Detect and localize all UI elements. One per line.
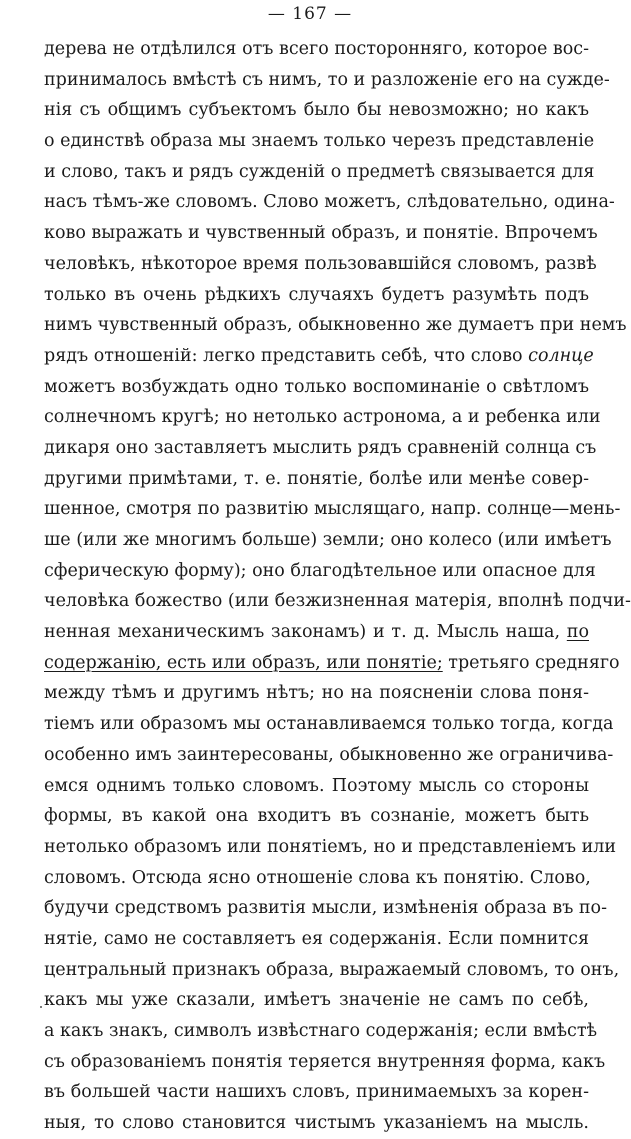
text-line: емся однимъ только словомъ. Поэтому мысль со стороны (44, 775, 589, 796)
underlined-text: содержанію, есть или образъ, или понятіе; (44, 652, 443, 673)
text-segment: третьяго средняго (442, 652, 620, 673)
text-line: нетолько образомъ или понятіемъ, но и представленіемъ или (44, 836, 617, 857)
text-line: шенное, смотря по развитію мыслящаго, напр. солнце—мень- (44, 499, 621, 520)
text-line-with-italic (44, 341, 594, 372)
text-line: центральный признакъ образа, выражаемый словомъ, то онъ, (44, 959, 620, 980)
text-line: ше (или же многимъ больше) земли; оно колесо (или имѣетъ (44, 530, 612, 550)
text-line: нимъ чувственный образъ, обыкновенно же думаетъ при немъ (44, 315, 627, 336)
text-line: насъ тѣмъ-же словомъ. Слово можетъ, слѣдовательно, одина- (44, 192, 615, 213)
text-line: и слово, такъ и рядъ сужденій о предметѣ связывается для (44, 161, 595, 182)
text-line: другими примѣтами, т. е. понятіе, болѣе или менѣе совер- (44, 468, 589, 489)
text-line: словомъ. Отсюда ясно отношеніе слова къ понятію. Слово, (44, 867, 591, 888)
text-segment: ненная механическимъ законамъ) и т. д. Мысль наша, (44, 622, 567, 643)
text-line: а какъ знакъ, символъ извѣстнаго содержанія; если вмѣстѣ (44, 1021, 598, 1041)
text-line: будучи средствомъ развитія мысли, измѣненія образа въ по- (44, 898, 608, 919)
text-line: тіемъ или образомъ мы останавливаемся только тогда, когда (44, 714, 614, 735)
text-line-with-underline (44, 648, 620, 679)
italic-word: солнце (528, 345, 594, 366)
text-segment: рядъ отношеній: легко представить себѣ, что слово (44, 345, 529, 366)
text-line: только въ очень рѣдкихъ случаяхъ будетъ разумѣть подъ (44, 284, 589, 305)
text-line: съ образованіемъ понятія теряется внутренняя форма, какъ (44, 1051, 606, 1072)
body-text (44, 34, 631, 1139)
text-line: дерева не отдѣлился отъ всего посторонняго, которое вос- (44, 39, 589, 59)
text-line: особенно имъ заинтересованы, обыкновенно же ограничива- (44, 744, 614, 765)
text-line: человѣкъ, нѣкоторое время пользовавшійся словомъ, развѣ (44, 253, 597, 274)
text-line: ныя, то слово становится чистымъ указаніемъ на мысль. (44, 1113, 589, 1134)
text-line: принималось вмѣстѣ съ нимъ, то и разложеніе его на сужде- (44, 69, 610, 90)
text-line: между тѣмъ и другимъ нѣтъ; но на поясненіи слова поня- (44, 683, 589, 704)
text-line: можетъ возбуждать одно только воспоминаніе о свѣтломъ (44, 376, 589, 397)
paper-speck (40, 1006, 42, 1008)
text-line: въ большей части нашихъ словъ, принимаемыхъ за корен- (44, 1082, 589, 1103)
text-line: нія съ общимъ субъектомъ было бы невозможно; но какъ (44, 100, 589, 121)
text-line: дикаря оно заставляетъ мыслить рядъ сравненій солнца съ (44, 437, 597, 458)
text-line: солнечномъ кругѣ; но нетолько астронома, а и ребенка или (44, 407, 601, 428)
text-line: нятіе, само не составляетъ ея содержанія. Если помнится (44, 928, 589, 949)
page-number: — 167 — (267, 4, 353, 24)
text-line: о единствѣ образа мы знаемъ только черезъ представленіе (44, 131, 595, 152)
text-line: какъ мы уже сказали, имѣетъ значеніе не самъ по себѣ, (44, 990, 589, 1011)
text-line-with-underline (44, 617, 589, 648)
text-line: человѣка божество (или безжизненная матерія, вполнѣ подчи- (44, 591, 631, 612)
text-line: ково выражать и чувственный образъ, и понятіе. Впрочемъ (44, 223, 598, 244)
text-line: сферическую форму); оно благодѣтельное или опасное для (44, 560, 596, 581)
underlined-text: по (566, 622, 589, 643)
text-line: формы, въ какой она входитъ въ сознаніе, можетъ быть (44, 806, 589, 827)
